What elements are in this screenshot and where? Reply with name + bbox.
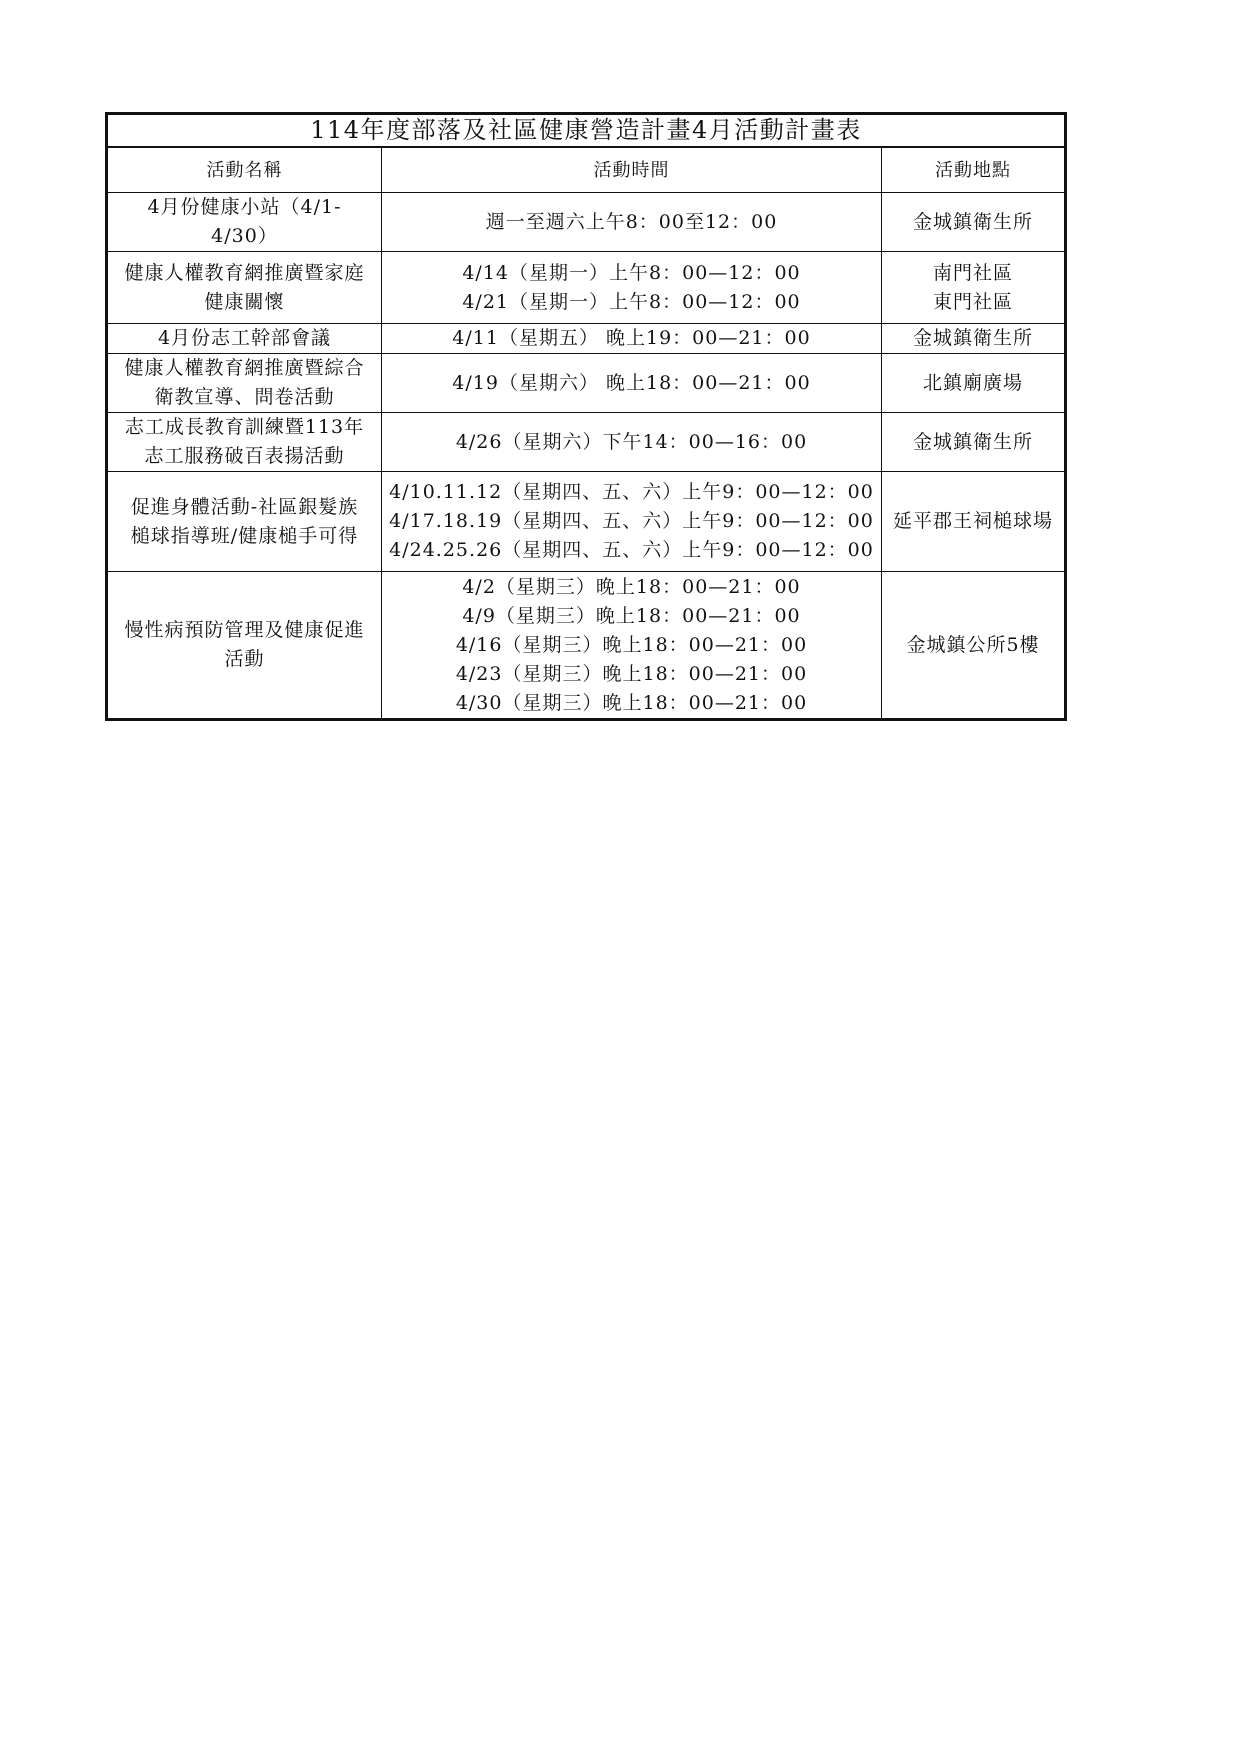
header-activity-name: 活動名稱: [107, 147, 382, 193]
activity-time-line: 4/14（星期一）上午8：00—12：00: [462, 261, 801, 284]
header-activity-place: 活動地點: [882, 147, 1066, 193]
activity-name-line: 衛教宣導、問卷活動: [154, 386, 335, 408]
activity-name-cell: [107, 354, 382, 413]
activity-name-line: 槌球指導班/健康槌手可得: [130, 524, 359, 547]
table-title: 114年度部落及社區健康營造計畫4月活動計畫表: [107, 114, 1066, 148]
table-row: [107, 354, 1066, 413]
activity-time-cell: [382, 252, 882, 324]
activity-time-line: 4/24.25.26（星期四、五、六）上午9：00—12：00: [389, 539, 874, 561]
activity-name-line: 健康關懷: [204, 290, 285, 313]
activity-time-line: 週一至週六上午8：00至12：00: [485, 210, 778, 233]
activity-name-line: 4月份志工幹部會議: [157, 327, 332, 349]
activity-name-cell: [107, 324, 382, 354]
activity-place-cell: [882, 413, 1066, 472]
activity-place-line: 金城鎮公所5樓: [906, 633, 1040, 656]
title-row: [107, 114, 1066, 148]
table-row: [107, 252, 1066, 324]
activity-time-line: 4/26（星期六）下午14：00—16：00: [455, 430, 808, 453]
activity-time-cell: [382, 193, 882, 252]
activity-place-cell: [882, 193, 1066, 252]
activity-time-cell: [382, 572, 882, 720]
activity-time-line: 4/23（星期三）晚上18：00—21：00: [455, 662, 808, 685]
activity-time-line: 4/21（星期一）上午8：00—12：00: [462, 290, 801, 313]
activity-place-cell: [882, 252, 1066, 324]
activity-time-cell: [382, 324, 882, 354]
activity-name-cell: [107, 472, 382, 572]
activity-time-line: 4/16（星期三）晚上18：00—21：00: [455, 633, 808, 656]
activity-name-cell: [107, 193, 382, 252]
activity-name-line: 4月份健康小站（4/1-: [147, 196, 342, 218]
activity-time-line: 4/30（星期三）晚上18：00—21：00: [455, 691, 808, 714]
activity-time-line: 4/2（星期三）晚上18：00—21：00: [462, 575, 801, 598]
activity-time-line: 4/10.11.12（星期四、五、六）上午9：00—12：00: [389, 481, 874, 503]
activity-name-line: 活動: [224, 648, 265, 670]
activity-time-line: 4/17.18.19（星期四、五、六）上午9：00—12：00: [389, 510, 874, 532]
activity-time-line: 4/9（星期三）晚上18：00—21：00: [462, 604, 801, 627]
activity-place-cell: [882, 354, 1066, 413]
activity-name-line: 志工服務破百表揚活動: [144, 445, 345, 467]
activity-time-line: 4/19（星期六） 晚上18：00—21：00: [452, 371, 811, 394]
activity-place-cell: [882, 324, 1066, 354]
activity-place-cell: [882, 472, 1066, 572]
table-row: [107, 324, 1066, 354]
activity-plan-table: [105, 112, 1067, 721]
table-row: [107, 193, 1066, 252]
activity-time-cell: [382, 354, 882, 413]
activity-time-cell: [382, 472, 882, 572]
activity-place-line: 金城鎮衛生所: [913, 430, 1034, 453]
table-row: [107, 572, 1066, 720]
header-activity-time: 活動時間: [382, 147, 882, 193]
activity-place-cell: [882, 572, 1066, 720]
activity-name-line: 志工成長教育訓練暨113年: [124, 416, 365, 438]
header-row: [107, 147, 1066, 193]
activity-name-line: 健康人權教育網推廣暨家庭: [124, 261, 365, 284]
activity-name-cell: [107, 252, 382, 324]
activity-place-line: 南門社區: [933, 261, 1014, 284]
table-row: [107, 472, 1066, 572]
activity-place-line: 延平郡王祠槌球場: [893, 510, 1054, 532]
activity-place-line: 金城鎮衛生所: [913, 327, 1034, 349]
table-row: [107, 413, 1066, 472]
activity-time-line: 4/11（星期五） 晚上19：00—21：00: [452, 327, 811, 349]
activity-place-line: 北鎮廟廣場: [923, 371, 1024, 394]
activity-name-line: 4/30）: [211, 225, 278, 247]
activity-time-cell: [382, 413, 882, 472]
activity-place-line: 東門社區: [933, 290, 1014, 313]
activity-name-cell: [107, 572, 382, 720]
activity-name-line: 慢性病預防管理及健康促進: [124, 619, 365, 641]
activity-place-line: 金城鎮衛生所: [913, 210, 1034, 233]
activity-name-line: 促進身體活動-社區銀髮族: [130, 495, 359, 518]
activity-name-cell: [107, 413, 382, 472]
activity-name-line: 健康人權教育網推廣暨綜合: [124, 357, 365, 379]
